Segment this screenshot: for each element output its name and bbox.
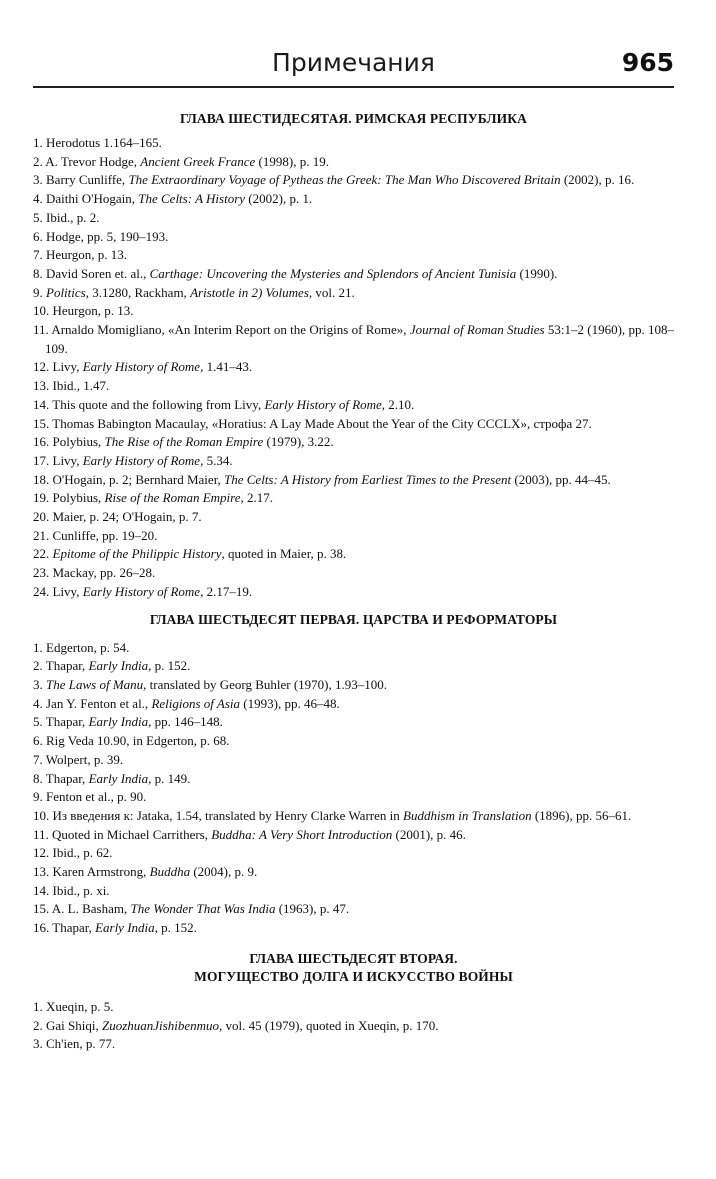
note-text: , 2.17. [240,490,274,506]
chapter-heading [33,110,674,128]
note-title-italic: The Celts: A History from Earliest Times to the Present [224,471,512,487]
note-title-italic: Buddhism in Translation [403,807,532,823]
note-item [33,826,674,845]
note-text: 22. [33,546,53,562]
note-text: , 1.41–43. [200,359,253,375]
note-text: 2. Thapar, [33,658,89,674]
note-text: 3. Ch'ien, p. 77. [33,1036,116,1052]
note-text: 3. Barry Cunliffe, [33,172,129,188]
note-item [33,657,674,676]
chapter-section-60 [33,110,674,602]
note-item [33,433,674,452]
chapter-heading [33,950,674,986]
note-text: 7. Wolpert, p. 39. [33,751,124,767]
note-text: 16. Polybius, [33,434,105,450]
note-text: 12. Ibid., p. 62. [33,845,113,861]
note-text: 7. Heurgon, p. 13. [33,247,128,263]
note-text: , vol. 21. [308,284,355,300]
note-text: , 2.10. [381,396,415,412]
note-item [33,415,674,434]
running-head [33,40,674,88]
note-title-italic: Rise of the Roman Empire [104,490,241,506]
note-text: (1993), pp. 46–48. [240,695,340,711]
note-item [33,713,674,732]
note-text: , p. 152. [148,658,191,674]
note-item [33,527,674,546]
note-text: 17. Livy, [33,452,83,468]
note-title-italic: Ancient Greek France [140,153,256,169]
note-text: (1963), p. 47. [275,901,350,917]
note-item [33,1017,674,1036]
note-text: 15. A. L. Basham, [33,901,131,917]
note-title-italic: The Wonder That Was India [130,901,276,917]
note-title-italic: Buddha: A Very Short Introduction [211,826,393,842]
note-title-italic: Aristotle in 2) Volumes [190,284,309,300]
note-text: 18. O'Hogain, p. 2; Bernhard Maier, [33,471,225,487]
note-text: , vol. 45 (1979), quoted in Xueqin, p. 170. [218,1017,439,1033]
note-text: 6. Rig Veda 10.90, in Edgerton, p. 68. [33,733,230,749]
note-text: (2002), p. 1. [245,191,313,207]
note-text: (1979), 3.22. [263,434,334,450]
note-text: 6. Hodge, pp. 5, 190–193. [33,228,169,244]
note-text: 11. Quoted in Michael Carrithers, [33,826,212,842]
note-item [33,321,674,358]
chapter-heading-line: ГЛАВА ШЕСТИДЕСЯТАЯ. РИМСКАЯ РЕСПУБЛИКА [180,111,527,126]
note-text: 5. Ibid., p. 2. [33,209,100,225]
note-text: 13. Ibid., 1.47. [33,378,110,394]
note-item [33,998,674,1017]
note-text: 1. Xueqin, p. 5. [33,998,114,1014]
note-text: , pp. 146–148. [148,714,223,730]
note-text: 5. Thapar, [33,714,89,730]
notes-list [33,639,674,938]
note-item [33,171,674,190]
note-item [33,900,674,919]
note-text: 2. A. Trevor Hodge, [33,153,141,169]
note-text: 53:1–2 (1960), pp. 108–109. [45,322,674,356]
note-item [33,676,674,695]
note-item [33,545,674,564]
note-item [33,265,674,284]
note-text: (1998), p. 19. [255,153,329,169]
note-title-italic: ZuozhuanJishibenmuo [101,1017,219,1033]
note-title-italic: Epitome of the Philippic History [52,546,222,562]
note-item [33,153,674,172]
note-title-italic: Early History of Rome [264,396,382,412]
note-item [33,882,674,901]
note-text: 14. Ibid., p. xi. [33,882,110,898]
note-title-italic: Early India [88,658,149,674]
note-text: 15. Thomas Babington Macaulay, «Horatius: A Lay Made About the Year of the City CCCLX», строфа 27. [33,415,592,431]
note-text: 9. Fenton et al., p. 90. [33,789,147,805]
notes-list [33,134,674,602]
note-text: 2. Gai Shiqi, [33,1017,102,1033]
note-text: 20. Maier, p. 24; O'Hogain, p. 7. [33,509,202,525]
chapter-heading [33,611,674,629]
note-item [33,134,674,153]
note-item [33,770,674,789]
page-number: 965 [621,48,674,77]
note-title-italic: The Extraordinary Voyage of Pytheas the Greek: The Man Who Discovered Britain [128,172,561,188]
chapter-heading-line: ГЛАВА ШЕСТЬДЕСЯТ ПЕРВАЯ. ЦАРСТВА И РЕФОРМАТОРЫ [149,611,558,627]
chapter-heading-line: МОГУЩЕСТВО ДОЛГА И ИСКУССТВО ВОЙНЫ [194,968,513,984]
note-item [33,1035,674,1054]
note-item [33,396,674,415]
note-item [33,639,674,658]
note-text: 10. Heurgon, p. 13. [33,303,134,319]
note-text: 19. Polybius, [33,490,105,506]
note-text: (2002), p. 16. [560,172,635,188]
note-text: , 2.17–19. [200,583,253,599]
note-item [33,452,674,471]
note-title-italic: Religions of Asia [151,695,241,711]
note-text: 8. David Soren et. al., [33,265,150,281]
note-text: 9. [33,284,46,300]
note-text: 8. Thapar, [33,770,89,786]
note-text: 16. Thapar, [33,920,96,936]
note-item [33,863,674,882]
note-item [33,508,674,527]
note-text: (2003), pp. 44–45. [511,471,611,487]
note-text: (2004), p. 9. [190,864,258,880]
note-text: (2001), p. 46. [392,826,466,842]
note-item [33,358,674,377]
note-text: , quoted in Maier, p. 38. [221,546,347,562]
note-item [33,228,674,247]
note-text: 1. Herodotus 1.164–165. [33,135,162,150]
note-title-italic: Early History of Rome [82,583,201,599]
note-text: , 3.1280, Rackham, [85,284,191,300]
chapter-section-61 [33,611,674,938]
note-item [33,788,674,807]
note-text: 11. Arnaldo Momigliano, «An Interim Report on the Origins of Rome», [33,322,410,338]
note-text: 3. [33,676,46,692]
running-title: Примечания [272,48,435,77]
note-title-italic: Early India [88,714,149,730]
note-item [33,284,674,303]
note-text: 24. Livy, [33,583,83,599]
note-item [33,302,674,321]
note-title-italic: Buddha [149,864,191,880]
note-item [33,209,674,228]
note-title-italic: Early India [95,920,155,936]
note-text: 23. Mackay, pp. 26–28. [33,565,156,581]
chapter-section-62 [33,950,674,1054]
note-text: 13. Karen Armstrong, [33,864,150,880]
note-item [33,471,674,490]
note-text: 10. Из введения к: Jataka, 1.54, translated by Henry Clarke Warren in [33,807,403,823]
note-title-italic: Carthage: Uncovering the Mysteries and Splendors of Ancient Tunisia [149,265,517,281]
note-text: 14. This quote and the following from Livy, [33,396,265,412]
note-text: , 5.34. [200,452,233,468]
note-title-italic: Early History of Rome [82,359,201,375]
note-item [33,377,674,396]
note-text: , p. 149. [148,770,191,786]
note-title-italic: Journal of Roman Studies [409,322,545,338]
note-text: , translated by Georg Buhler (1970), 1.93–100. [143,676,387,692]
note-item [33,246,674,265]
note-title-italic: The Laws of Manu [46,676,144,692]
note-text: 21. Cunliffe, pp. 19–20. [33,527,158,543]
note-item [33,695,674,714]
note-item [33,583,674,602]
note-item [33,807,674,826]
note-text: 4. Jan Y. Fenton et al., [33,695,152,711]
note-item [33,919,674,938]
note-title-italic: Early India [88,770,149,786]
note-title-italic: The Celts: A History [138,191,246,207]
note-text: 4. Daithi O'Hogain, [33,191,139,207]
note-item [33,564,674,583]
note-text: (1990). [516,265,558,281]
note-text: 1. Edgerton, p. 54. [33,639,130,655]
note-title-italic: Early History of Rome [82,452,201,468]
notes-list [33,998,674,1054]
note-item [33,732,674,751]
note-title-italic: The Rise of the Roman Empire [104,434,264,450]
page [33,40,674,1054]
note-item [33,190,674,209]
note-text: 12. Livy, [33,359,83,375]
note-item [33,844,674,863]
note-text: , p. 152. [154,920,197,936]
note-text: (1896), pp. 56–61. [531,807,632,823]
chapter-heading-line: ГЛАВА ШЕСТЬДЕСЯТ ВТОРАЯ. [249,950,458,966]
note-item [33,751,674,770]
note-item [33,489,674,508]
note-title-italic: Politics [46,284,86,300]
